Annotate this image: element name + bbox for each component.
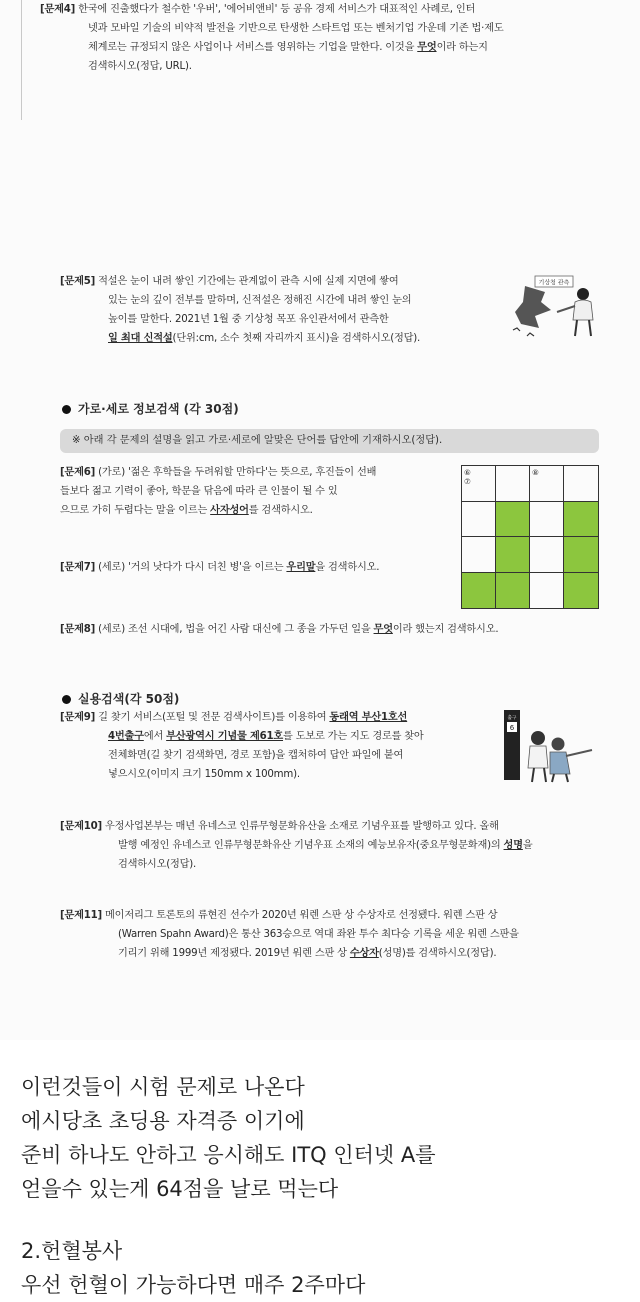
post-line: 준비 하나도 안하고 응시해도 ITQ 인터넷 A를 [21, 1143, 436, 1167]
grid-cell-filled [496, 502, 530, 538]
grid-cell [530, 537, 564, 573]
practical-section-title: 실용검색(각 50점) [62, 690, 179, 707]
post-line: 에시당초 초딩용 자격증 이기에 [21, 1109, 305, 1133]
grid-cell: ⑥ ⑦ [462, 466, 496, 502]
question-4: [문제4] 한국에 진출했다가 철수한 '우버', '에어비앤비' 등 공유 경제 서비스가 대표적인 사례로, 인터 넷과 모바일 기술의 비약적 발전을 기반으로 탄생한 스타트업 또는 벤처기업 가운데 기존 법·제도 체계로는 규정되지 않은 사업이나 서비스를 영위하는 기업을 말한다. 이것을 무엇이라 하는지 검색하시오(정답, URL). [40, 4, 504, 72]
sign-text: 기상청 관측 [538, 279, 570, 287]
person-head [577, 288, 589, 300]
rock-shape [515, 286, 551, 328]
grid-cell [564, 466, 598, 502]
crossword-notice: ※ 아래 각 문제의 설명을 읽고 가로·세로에 알맞은 단어를 답안에 기재하시오(정답). [60, 429, 599, 453]
crossword-section-title: 가로·세로 정보검색 (각 30점) [62, 400, 239, 417]
question-tag: [문제11] [60, 910, 102, 921]
person-body [573, 300, 593, 320]
margin-rule [21, 0, 22, 120]
crossword-grid [461, 465, 599, 609]
question-6: [문제6] (가로) '젊은 후학들을 두려워할 만하다'는 뜻으로, 후진들이 선배 들보다 젊고 기력이 좋아, 학문을 닦음에 따라 큰 인물이 될 수 있 으므로 가히 두렵다는 말을 이르는 사자성어를 검색하시오. [60, 467, 377, 516]
post-line: 얻을수 있는게 64점을 날로 먹는다 [21, 1177, 339, 1201]
person-head [552, 738, 565, 751]
ground-marks [513, 328, 534, 336]
pointing-arm [566, 750, 592, 756]
question-tag: [문제8] [60, 624, 96, 635]
grid-cell [462, 502, 496, 538]
question-tag: [문제6] [60, 467, 96, 478]
question-8: [문제8] (세로) 조선 시대에, 법을 어긴 사람 대신에 그 종을 가두던 일을 무엇이라 했는지 검색하시오. [60, 624, 499, 635]
grid-cell-filled [496, 573, 530, 609]
question-tag: [문제7] [60, 562, 96, 573]
weather-observer-illustration [505, 272, 603, 342]
post-line: 이런것들이 시험 문제로 나온다 [21, 1075, 305, 1099]
grid-cell-filled [564, 573, 598, 609]
question-11: [문제11] 메이저리그 토론토의 류현진 선수가 2020년 워렌 스판 상 수상자로 선정됐다. 워렌 스판 상 (Warren Spahn Award)은 통산 363승으로 역대 좌완 투수 최다승 기록을 세운 워렌 스판을 기리기 위해 1999년 제정됐다. 2019년 워렌 스판 상 수상자(성명)를 검색하시오(정답). [60, 910, 519, 959]
person-arm [557, 306, 575, 312]
svg-text:6: 6 [509, 724, 515, 732]
navigation-illustration [500, 708, 600, 784]
grid-cell-filled [564, 537, 598, 573]
grid-cell-filled [462, 573, 496, 609]
question-9: [문제9] 길 찾기 서비스(포털 및 전문 검색사이트)를 이용하여 동래역 부산1호선 4번출구에서 부산광역시 기념물 제61호를 도보로 가는 지도 경로를 찾아 전체화면(길 찾기 검색화면, 경로 포함)을 캡처하여 답안 파일에 붙여 넣으시오(이미지 크기 150mm x 100mm). [60, 712, 424, 780]
grid-cell-filled [496, 537, 530, 573]
person-legs [575, 320, 591, 336]
question-7: [문제7] (세로) '거의 낫다가 다시 더친 병'을 이르는 우리말을 검색하시오. [60, 562, 380, 573]
question-tag: [문제10] [60, 821, 102, 832]
question-tag: [문제4] [40, 4, 76, 15]
grid-cell-filled [564, 502, 598, 538]
grid-cell [530, 502, 564, 538]
person-body [528, 746, 548, 768]
grid-cell: ⑧ [530, 466, 564, 502]
question-tag: [문제5] [60, 276, 96, 287]
post-body [0, 1040, 640, 1297]
person-head [531, 731, 545, 745]
grid-cell [530, 573, 564, 609]
svg-text:출구: 출구 [507, 716, 517, 721]
question-5: [문제5] 적설은 눈이 내려 쌓인 기간에는 관계없이 관측 시에 실제 지면에 쌓여 있는 눈의 깊이 전부를 말하며, 신적설은 정해진 시간에 내려 쌓인 눈의 높이를 말한다. 2021년 1월 중 기상청 목포 유인관서에서 관측한 일 최대 신적설(단위:cm, 소수 첫째 자리까지 표시)을 검색하시오(정답). [60, 276, 421, 344]
question-tag: [문제9] [60, 712, 96, 723]
post-line: 2.헌혈봉사 [21, 1239, 123, 1263]
grid-cell [496, 466, 530, 502]
grid-cell [462, 537, 496, 573]
question-10: [문제10] 우정사업본부는 매년 유네스코 인류무형문화유산을 소재로 기념우표를 발행하고 있다. 올해 발행 예정인 유네스코 인류무형문화유산 기념우표 소재의 예능보유자(중요무형문화재)의 성명을 검색하시오(정답). [60, 821, 533, 870]
post-line: 우선 헌혈이 가능하다면 매주 2주마다 [21, 1273, 366, 1297]
